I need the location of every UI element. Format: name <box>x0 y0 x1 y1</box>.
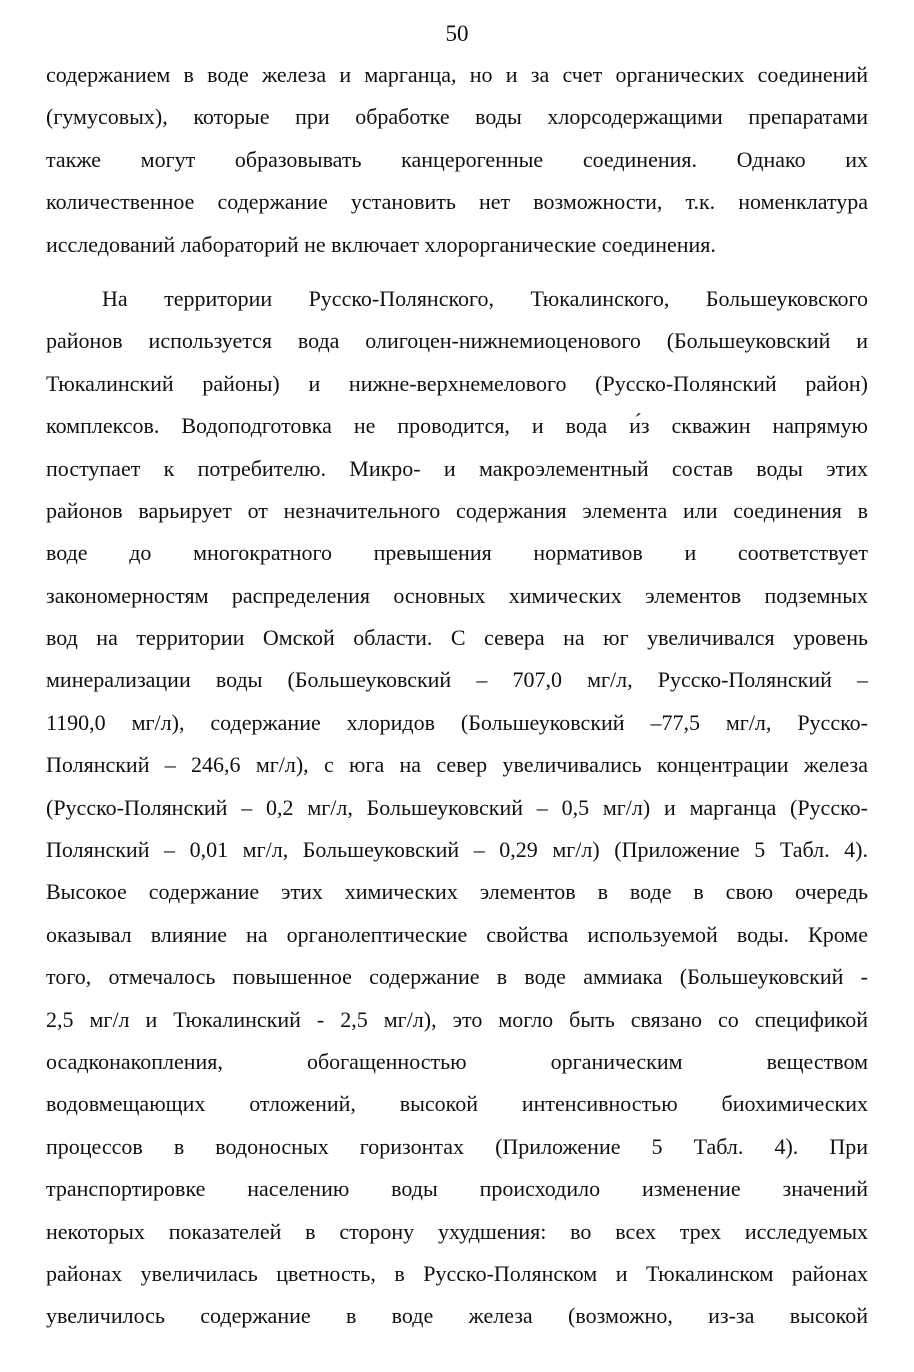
text-line: некоторых показателей в сторону ухудшения: во всех трех исследуемых <box>46 1218 868 1244</box>
text-line: (Русско-Полянский – 0,2 мг/л, Большеуковский – 0,5 мг/л) и марганца (Русско- <box>46 794 868 820</box>
text-line: поступает к потребителю. Микро- и макроэлементный состав воды этих <box>46 455 868 481</box>
paragraph-gap <box>46 266 868 278</box>
text-line: также могут образовывать канцерогенные соединения. Однако их <box>46 146 868 172</box>
text-line: Полянский – 246,6 мг/л), с юга на север увеличивались концентрации железа <box>46 752 868 778</box>
text-line: воде до многократного превышения нормативов и соответствует <box>46 540 868 566</box>
text-line: вод на территории Омской области. С севера на юг увеличивался уровень <box>46 625 868 651</box>
text-line: минерализации воды (Большеуковский – 707,0 мг/л, Русско-Полянский – <box>46 667 868 693</box>
text-line: увеличилось содержание в воде железа (возможно, из-за высокой <box>46 1303 868 1329</box>
text-line: оказывал влияние на органолептические свойства используемой воды. Кроме <box>46 921 868 947</box>
text-line: 1190,0 мг/л), содержание хлоридов (Большеуковский –77,5 мг/л, Русско- <box>46 709 868 735</box>
body-text <box>46 54 868 1338</box>
text-line: Тюкалинский районы) и нижне-верхнемелового (Русско-Полянский район) <box>46 370 868 396</box>
text-line: районов варьирует от незначительного содержания элемента или соединения в <box>46 497 868 523</box>
text-line: Полянский – 0,01 мг/л, Большеуковский – 0,29 мг/л) (Приложение 5 Табл. 4). <box>46 837 868 863</box>
text-line: районах увеличилась цветность, в Русско-Полянском и Тюкалинском районах <box>46 1260 868 1286</box>
text-line: На территории Русско-Полянского, Тюкалинского, Большеуковского <box>102 285 868 311</box>
text-line: комплексов. Водоподготовка не проводится, и вода и́з скважин напрямую <box>46 413 868 439</box>
text-line: районов используется вода олигоцен-нижнемиоценового (Большеуковский и <box>46 328 868 354</box>
text-line: исследований лабораторий не включает хлорорганические соединения. <box>46 231 716 257</box>
text-line: транспортировке населению воды происходило изменение значений <box>46 1176 868 1202</box>
text-line: (гумусовых), которые при обработке воды хлорсодержащими препаратами <box>46 104 868 130</box>
text-line: закономерностям распределения основных химических элементов подземных <box>46 582 868 608</box>
text-line: осадконакопления, обогащенностью органическим веществом <box>46 1048 868 1074</box>
text-line: того, отмечалось повышенное содержание в воде аммиака (Большеуковский - <box>46 964 868 990</box>
text-line: 2,5 мг/л и Тюкалинский - 2,5 мг/л), это могло быть связано со спецификой <box>46 1006 868 1032</box>
paragraph-2 <box>46 278 868 1338</box>
paragraph-1 <box>46 54 868 266</box>
text-line: Высокое содержание этих химических элементов в воде в свою очередь <box>46 879 868 905</box>
text-line: процессов в водоносных горизонтах (Приложение 5 Табл. 4). При <box>46 1133 868 1159</box>
page-number: 50 <box>445 21 469 46</box>
text-line: содержанием в воде железа и марганца, но и за счет органических соединений <box>46 62 868 87</box>
text-line: количественное содержание установить нет возможности, т.к. номенклатура <box>46 189 868 215</box>
text-line: водовмещающих отложений, высокой интенсивностью биохимических <box>46 1091 868 1117</box>
